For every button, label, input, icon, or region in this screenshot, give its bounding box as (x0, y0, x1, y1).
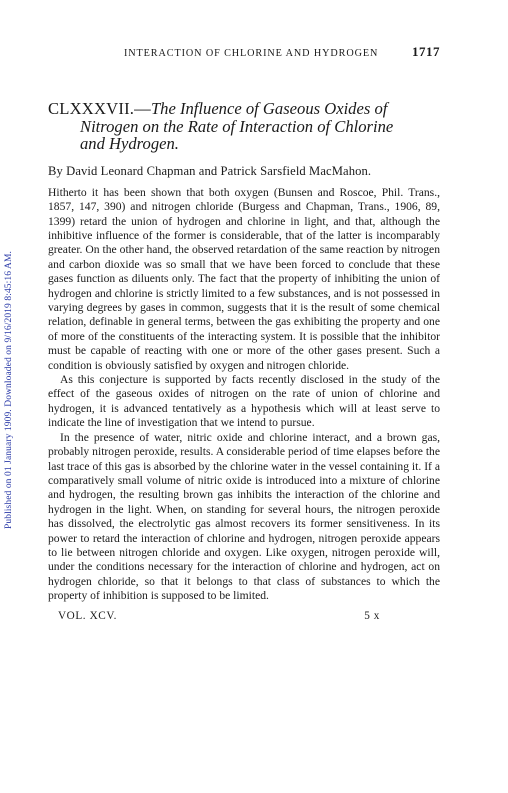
paragraph-1: Hitherto it has been shown that both oxygen (Bunsen and Roscoe, Phil. Trans., 1857, 147, 390) and nitrogen chloride (Burgess and Chapman, Trans., 1906, 89, 1399) retard the union of hydrogen and chlorine in light, and that, although the inhibitive influence of the former is considerable, that of the latter is incomparably greater. On the other hand, the observed retardation of the same reaction by nitrogen and carbon dioxide was so small that we have been forced to conclude that these gases function as diluents only. The fact that the property of inhibiting the union of hydrogen and chlorine is strictly limited to a few substances, and is not possessed in varying degrees by gases in common, suggests that it is the result of some chemical relation, definable in general terms, between the gas exhibiting the property and one of more of the constituents of the interacting system. It is possible that the inhibitor must be capable of reacting with one or more of the other gases present. Such a condition is obviously satisfied by oxygen and nitrogen chloride. (48, 185, 440, 372)
download-notice (2, 180, 16, 600)
title-line-2: Nitrogen on the Rate of Interaction of Chlorine (80, 116, 394, 136)
volume-label: VOL. XCV. (58, 609, 117, 622)
signature-mark: 5 x (364, 609, 380, 622)
page-footer (48, 610, 440, 622)
download-notice-text: Published on 01 January 1909. Downloaded on 9/16/2019 8:45:16 AM. (4, 250, 14, 530)
author-line: By David Leonard Chapman and Patrick Sarsfield MacMahon. (48, 163, 372, 178)
running-title: INTERACTION OF CHLORINE AND HYDROGEN (124, 48, 379, 59)
journal-page (48, 44, 440, 622)
article-body (48, 186, 440, 604)
title-line-1: The Influence of Gaseous Oxides of (150, 99, 388, 118)
paragraph-2: As this conjecture is supported by facts recently disclosed in the study of the effect of the gaseous oxides of nitrogen on the rate of union of chlorine and hydrogen, it is advanced tentatively as a hypothesis which will at least serve to indicate the line of investigation that we intend to pursue. (48, 373, 440, 430)
article-number: CLXXXVII.— (48, 99, 151, 118)
title-line-3: and Hydrogen. (80, 134, 179, 154)
article-title (48, 100, 440, 153)
page-number: 1717 (412, 44, 440, 59)
running-header (48, 44, 440, 60)
paragraph-3: In the presence of water, nitric oxide and chlorine interact, and a brown gas, probably nitrogen peroxide, results. A considerable period of time elapses before the last trace of this gas is absorbed by the chlorine water in the vessel containing it. If a comparatively small volume of nitric oxide is introduced into a mixture of chlorine and hydrogen, the resulting brown gas inhibits the interaction of the chlorine and hydrogen in the light. When, on standing for several hours, the nitrogen peroxide has dissolved, the electrolytic gas almost recovers its former sensitiveness. In its power to retard the interaction of chlorine and hydrogen, nitrogen peroxide appears to lie between nitrogen chloride and oxygen. Like oxygen, nitrogen peroxide will, under the conditions necessary for the interaction of chlorine and hydrogen, act on hydrogen chloride, so that it belongs to that class of substances to which the property of inhibition is supposed to be limited. (48, 430, 440, 603)
